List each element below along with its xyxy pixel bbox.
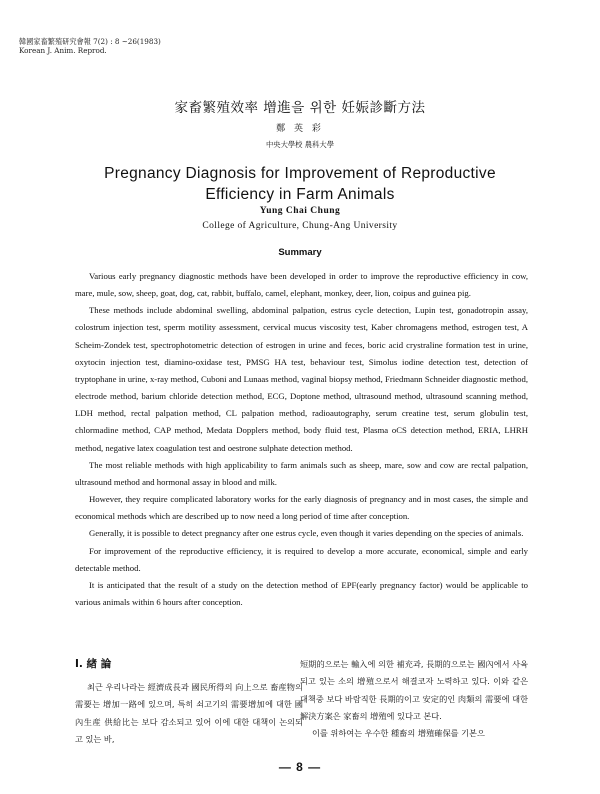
korean-affiliation: 中央大學校 農科大學 [266, 140, 334, 149]
summary-paragraph: It is anticipated that the result of a study on the detection method of EPF(early pregnancy factor) would be applicable to various animals within 6 hours after conception. [75, 579, 528, 607]
english-author: Yung Chai Chung [259, 206, 341, 216]
introduction-paragraph-continued: 短期的으로는 輸入에 의한 補充과, 長期的으로는 國內에서 사육되고 있는 소의 增殖으로서 해결코자 노력하고 있다. 이와 같은 대책중 보다 바람직한 長期的이고 安定的인 肉類의 需要에 대한 解決方案은 家畜의 增殖에 있다고 본다. [300, 659, 528, 721]
introduction-paragraph: 최근 우리나라는 經濟成長과 國民所得의 向上으로 畜産物의 需要는 增加一路에 있으며, 특히 쇠고기의 需要增加에 대한 國內生産 供給比는 보다 감소되고 있어 이에 대한 대책이 논의되고 있는 바, [75, 682, 303, 744]
summary-paragraph: These methods include abdominal swelling, abdominal palpation, estrus cycle detection, Lupin test, gonadotropin assay, colostrum injection test, sperm motility assessment, cervical mucus viscosity test, Kaber chromagens method, estrogen test, A Scheim-Zondek test, spectrophotometric detection of estrogen in urine and feces, boric acid crystraline formation test in urine, oxytocin injection test, diamino-oxidase test, PMSG HA test, behaviour test, Simolus iodine detection test, detection of tryptophane in urine, x-ray method, Cuboni and Lunaas method, vaginal biopsy method, Friedmann Schneider diagnostic method, electrode method, barium chloride detection method, ECG, Doptone method, ultrasound method, ultrasound scanning method, LDH method, rectal palpation method, CL palpation method, radioautography, serum creatine test, serum globulin test, chlormadine method, CAP method, Medata Dopplers method, body fluid test, Plasma oCS detection method, ERIA, LHRH method, negative latex coagulation test and oestrone sulphate detection method. [75, 305, 528, 453]
english-title-line-2: Efficiency in Farm Animals [205, 186, 395, 203]
introduction-right-column [300, 656, 528, 742]
summary-paragraph: However, they require complicated laboratory works for the early diagnosis of pregnancy and in most cases, the simple and economical methods which are described up to now need a long period of time after conception. [75, 494, 528, 522]
page-number: — 8 — [278, 760, 322, 774]
english-affiliation: College of Agriculture, Chung-Ang University [202, 221, 398, 231]
summary-heading: Summary [278, 247, 322, 258]
english-title [0, 163, 600, 205]
introduction-left-column [75, 656, 303, 748]
summary-body [75, 268, 528, 611]
introduction-heading: Ⅰ. 緖 論 [75, 658, 112, 670]
journal-citation-english: Korean J. Anim. Reprod. [19, 46, 107, 55]
korean-author: 鄭 英 彩 [276, 124, 324, 134]
summary-paragraph: The most reliable methods with high applicability to farm animals such as sheep, mare, sow and cow are rectal palpation, ultrasound method and hormonal assay in blood and milk. [75, 459, 528, 487]
summary-paragraph: Generally, it is possible to detect pregnancy after one estrus cycle, even though it varies depending on the species of animals. [89, 528, 524, 539]
summary-paragraph: Various early pregnancy diagnostic methods have been developed in order to improve the reproductive efficiency in cow, mare, mule, sow, sheep, goat, dog, cat, rabbit, buffalo, camel, elephant, monkey, deer, lion, coipus and guinea pig. [75, 271, 528, 299]
summary-paragraph: For improvement of the reproductive efficiency, it is required to develop a more accurate, economical, simple and early detectable method. [75, 545, 528, 573]
journal-citation [19, 37, 161, 55]
korean-title: 家畜繁殖效率 增進을 위한 妊娠診斷方法 [174, 100, 426, 116]
english-title-line-1: Pregnancy Diagnosis for Improvement of Reproductive [104, 165, 496, 182]
journal-citation-korean: 韓國家畜繁殖研究會報 7(2) : 8 ~26(1983) [19, 37, 161, 46]
introduction-paragraph: 이를 위하여는 우수한 種畜의 增殖確保를 기본으 [312, 728, 485, 739]
